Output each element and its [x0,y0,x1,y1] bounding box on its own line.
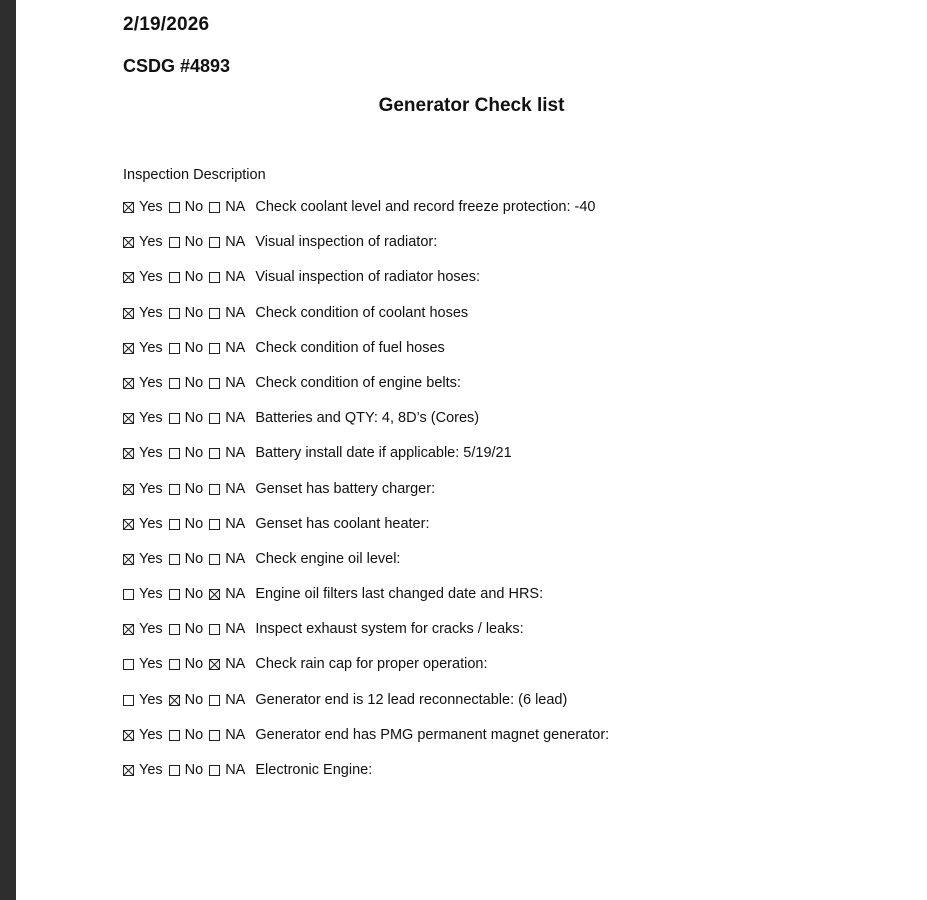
item-description: Electronic Engine: [255,762,373,778]
item-description: Check rain cap for proper operation: [255,656,488,673]
item-description: Check condition of coolant hoses [255,304,469,321]
checked-box-icon[interactable] [123,413,134,424]
unchecked-box-icon[interactable] [169,589,180,600]
option-label-na: NA [225,304,246,321]
option-label-yes: Yes [139,515,163,532]
option-yes[interactable] [123,445,169,461]
checklist-row [123,269,609,304]
option-label-no: No [184,410,204,427]
option-yes[interactable] [123,234,169,250]
checked-box-icon[interactable] [123,554,134,565]
item-description: Genset has battery charger: [255,480,436,497]
option-label-na: NA [225,515,246,532]
option-label-no: No [184,515,204,532]
item-description: Inspect exhaust system for cracks / leaks: [255,621,524,638]
checked-box-icon[interactable] [123,484,134,495]
unchecked-box-icon[interactable] [209,237,220,248]
option-yes[interactable] [123,516,169,532]
option-no[interactable] [169,445,210,461]
option-label-na: NA [225,586,246,603]
document-page [16,0,927,900]
option-label-no: No [184,199,204,215]
option-label-yes: Yes [139,410,163,427]
option-yes[interactable] [123,340,169,356]
item-description: Check coolant level and record freeze protection: -40 [255,199,596,215]
unchecked-box-icon[interactable] [169,554,180,565]
option-label-na: NA [225,199,246,215]
option-label-no: No [184,691,204,708]
document-date: 2/19/2026 [123,14,210,35]
checklist-row [123,586,609,621]
option-label-yes: Yes [139,480,163,497]
item-description: Check engine oil level: [255,550,401,567]
option-label-yes: Yes [139,586,163,603]
option-no[interactable] [169,551,210,567]
option-label-yes: Yes [139,445,163,462]
checked-box-icon[interactable] [169,695,180,706]
option-yes[interactable] [123,305,169,321]
unchecked-box-icon[interactable] [209,554,220,565]
unchecked-box-icon[interactable] [169,308,180,319]
option-no[interactable] [169,269,210,285]
option-yes[interactable] [123,375,169,391]
unchecked-box-icon[interactable] [209,202,220,213]
option-no[interactable] [169,305,210,321]
option-yes[interactable] [123,199,169,215]
option-na[interactable] [209,762,251,778]
checked-box-icon[interactable] [209,659,220,670]
checklist-row [123,340,609,375]
option-label-no: No [184,304,204,321]
item-description: Genset has coolant heater: [255,515,430,532]
page-title: Generator Check list [378,95,565,116]
option-label-na: NA [225,550,246,567]
unchecked-box-icon[interactable] [209,272,220,283]
checked-box-icon[interactable] [123,202,134,213]
unchecked-box-icon[interactable] [209,624,220,635]
option-no[interactable] [169,199,210,215]
unchecked-box-icon[interactable] [169,519,180,530]
checked-box-icon[interactable] [209,589,220,600]
checked-box-icon[interactable] [123,765,134,776]
option-yes[interactable] [123,269,169,285]
option-label-no: No [184,621,204,638]
checklist-row [123,234,609,269]
item-description: Generator end has PMG permanent magnet generator: [255,726,610,743]
option-label-na: NA [225,656,246,673]
option-na[interactable] [209,305,251,321]
option-no[interactable] [169,621,210,637]
option-label-yes: Yes [139,269,163,286]
option-label-na: NA [225,726,246,743]
checklist-row [123,551,609,586]
option-no[interactable] [169,375,210,391]
unchecked-box-icon[interactable] [209,448,220,459]
checklist-row [123,762,609,797]
option-no[interactable] [169,481,210,497]
option-label-yes: Yes [139,550,163,567]
unchecked-box-icon[interactable] [209,308,220,319]
option-na[interactable] [209,269,251,285]
checked-box-icon[interactable] [123,448,134,459]
option-yes[interactable] [123,692,169,708]
option-label-no: No [184,550,204,567]
viewer-left-edge [0,0,16,900]
option-yes[interactable] [123,762,169,778]
option-label-yes: Yes [139,234,163,251]
option-na[interactable] [209,656,251,672]
option-na[interactable] [209,621,251,637]
option-no[interactable] [169,340,210,356]
checked-box-icon[interactable] [123,730,134,741]
option-no[interactable] [169,234,210,250]
checklist-row [123,692,609,727]
item-description: Visual inspection of radiator: [255,234,438,251]
option-label-yes: Yes [139,374,163,391]
unchecked-box-icon[interactable] [123,589,134,600]
option-label-no: No [184,445,204,462]
option-yes[interactable] [123,621,169,637]
checklist-row [123,199,609,234]
document-id: CSDG #4893 [123,56,231,76]
option-label-na: NA [225,339,246,356]
option-label-yes: Yes [139,726,163,743]
option-no[interactable] [169,762,210,778]
option-no[interactable] [169,410,210,426]
option-label-na: NA [225,480,246,497]
unchecked-box-icon[interactable] [209,343,220,354]
option-label-no: No [184,480,204,497]
option-na[interactable] [209,481,251,497]
inspection-checklist [123,199,609,797]
item-description: Batteries and QTY: 4, 8D’s (Cores) [255,410,480,427]
unchecked-box-icon[interactable] [123,695,134,706]
checked-box-icon[interactable] [123,237,134,248]
option-na[interactable] [209,410,251,426]
checklist-row [123,727,609,762]
option-label-no: No [184,586,204,603]
option-na[interactable] [209,445,251,461]
option-na[interactable] [209,340,251,356]
item-description: Check condition of engine belts: [255,374,461,391]
unchecked-box-icon[interactable] [209,695,220,706]
option-na[interactable] [209,692,251,708]
option-no[interactable] [169,656,210,672]
option-label-no: No [184,269,204,286]
option-na[interactable] [209,375,251,391]
unchecked-box-icon[interactable] [209,484,220,495]
unchecked-box-icon[interactable] [209,413,220,424]
unchecked-box-icon[interactable] [123,659,134,670]
unchecked-box-icon[interactable] [169,659,180,670]
checklist-row [123,305,609,340]
option-label-yes: Yes [139,656,163,673]
option-label-no: No [184,762,204,778]
item-description: Battery install date if applicable: 5/19/21 [255,445,512,462]
option-no[interactable] [169,692,210,708]
option-label-yes: Yes [139,621,163,638]
unchecked-box-icon[interactable] [209,730,220,741]
option-na[interactable] [209,586,251,602]
checklist-row [123,656,609,691]
unchecked-box-icon[interactable] [209,519,220,530]
option-yes[interactable] [123,656,169,672]
option-yes[interactable] [123,410,169,426]
option-label-na: NA [225,410,246,427]
option-na[interactable] [209,516,251,532]
option-na[interactable] [209,551,251,567]
checked-box-icon[interactable] [123,378,134,389]
option-label-na: NA [225,762,246,778]
checked-box-icon[interactable] [123,624,134,635]
item-description: Check condition of fuel hoses [255,339,445,356]
option-label-yes: Yes [139,199,163,215]
option-yes[interactable] [123,586,169,602]
unchecked-box-icon[interactable] [169,730,180,741]
option-label-yes: Yes [139,762,163,778]
option-no[interactable] [169,516,210,532]
option-label-na: NA [225,234,246,251]
item-description: Visual inspection of radiator hoses: [255,269,480,286]
unchecked-box-icon[interactable] [169,448,180,459]
option-label-no: No [184,339,204,356]
option-no[interactable] [169,727,210,743]
option-label-na: NA [225,374,246,391]
option-yes[interactable] [123,727,169,743]
option-label-no: No [184,726,204,743]
option-na[interactable] [209,199,251,215]
option-label-no: No [184,374,204,391]
option-na[interactable] [209,727,251,743]
option-label-no: No [184,656,204,673]
checklist-row [123,375,609,410]
checked-box-icon[interactable] [123,272,134,283]
unchecked-box-icon[interactable] [169,484,180,495]
option-label-na: NA [225,621,246,638]
unchecked-box-icon[interactable] [169,413,180,424]
unchecked-box-icon[interactable] [169,343,180,354]
unchecked-box-icon[interactable] [209,378,220,389]
checklist-row [123,410,609,445]
checklist-row [123,621,609,656]
unchecked-box-icon[interactable] [169,237,180,248]
unchecked-box-icon[interactable] [169,378,180,389]
item-description: Engine oil filters last changed date and HRS: [255,586,544,603]
option-label-na: NA [225,691,246,708]
checked-box-icon[interactable] [123,308,134,319]
option-label-no: No [184,234,204,251]
unchecked-box-icon[interactable] [209,765,220,776]
checklist-row [123,516,609,551]
unchecked-box-icon[interactable] [169,202,180,213]
unchecked-box-icon[interactable] [169,624,180,635]
checklist-row [123,445,609,480]
option-no[interactable] [169,586,210,602]
checked-box-icon[interactable] [123,519,134,530]
option-na[interactable] [209,234,251,250]
item-description: Generator end is 12 lead reconnectable: (6 lead) [255,691,568,708]
option-label-yes: Yes [139,691,163,708]
unchecked-box-icon[interactable] [169,765,180,776]
option-yes[interactable] [123,551,169,567]
option-yes[interactable] [123,481,169,497]
option-label-yes: Yes [139,339,163,356]
checked-box-icon[interactable] [123,343,134,354]
option-label-yes: Yes [139,304,163,321]
option-label-na: NA [225,269,246,286]
option-label-na: NA [225,445,246,462]
checklist-row [123,481,609,516]
section-label: Inspection Description [123,167,266,183]
unchecked-box-icon[interactable] [169,272,180,283]
